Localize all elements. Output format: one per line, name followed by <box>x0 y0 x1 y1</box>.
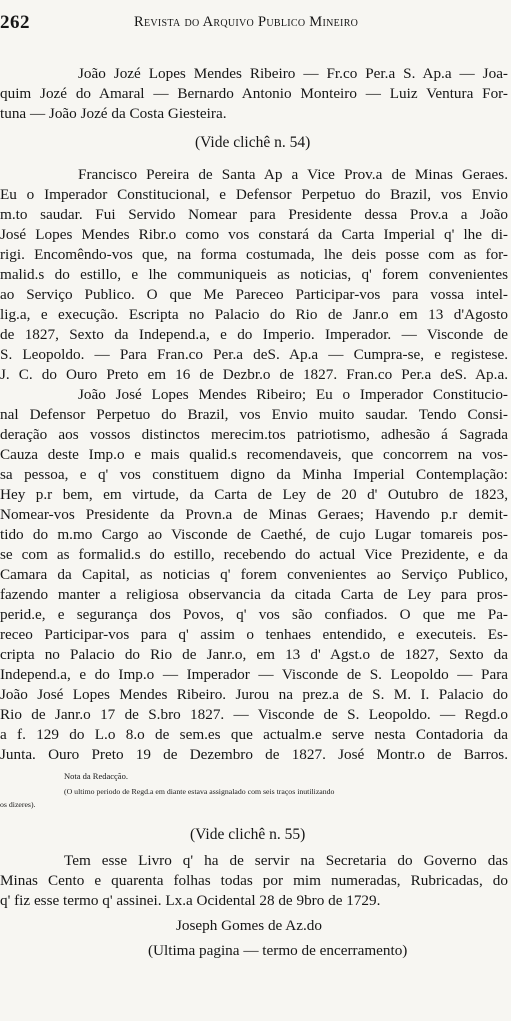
text-line: deração aos vossos distinctos merecim.tos patriotismo, adhesão á Sagrada <box>0 426 508 443</box>
text-line: Camara da Capital, as noticias q' forem convenientes ao Serviço Publico, <box>0 566 508 583</box>
text-line: perid.e, e segurança dos Povos, q' vos são confiados. O que me Pa- <box>0 606 508 623</box>
text-line: de 1827, Sexto da Independ.a, e do Imperio. Imperador. — Visconde de <box>0 326 508 343</box>
cliche-reference: (Vide clichê n. 55) <box>190 826 306 843</box>
text-line: cripta no Palacio do Rio de Janr.o, em 13 d' Agst.o de 1827, Sexto da <box>0 646 508 663</box>
text-line: a f. 129 do L.o 8.o de sem.es que actualm.e serve nesta Contadoria da <box>0 726 508 743</box>
text-line: fazendo manter a religiosa observancia da citada Carta de Ley para pros- <box>0 586 508 603</box>
note-line: os dizeres). <box>0 800 36 809</box>
text-line: malid.s do estillo, e lhe communiqueis as noticias, q' forem convenientes <box>0 266 508 283</box>
text-line: Eu o Imperador Constitucional, e Defensor Perpetuo do Brazil, vos Envio <box>0 186 508 203</box>
note-title: Nota da Redacção. <box>64 771 128 781</box>
text-line: João Jozé Lopes Mendes Ribeiro — Fr.co Per.a S. Ap.a — Joa- <box>78 65 508 82</box>
text-line: Nomear-vos Presidente da Provn.a de Minas Geraes; Havendo p.r demit- <box>0 506 508 523</box>
text-line: ao Serviço Publico. O que Me Pareceo Participar-vos para vossa intel- <box>0 286 508 303</box>
text-line: Junta. Ouro Preto 19 de Dezembro de 1827. José Montr.o de Barros. <box>0 746 508 763</box>
text-line: J. C. do Ouro Preto em 16 de Dezbr.o de 1827. Fran.co Per.a deS. Ap.a. <box>0 366 508 383</box>
text-line: Hey p.r bem, em virtude, da Carta de Ley de 20 d' Outubro de 1823, <box>0 486 508 503</box>
text-line: João José Lopes Mendes Ribeiro. Jurou na prez.a de S. M. I. Palacio do <box>0 686 508 703</box>
text-line: Minas Cento e quarenta folhas todas por mim numeradas, Rubricadas, do <box>0 872 508 889</box>
closing-note: (Ultima pagina — termo de encerramento) <box>148 942 408 959</box>
text-line: Independ.a, e do Imp.o — Imperador — Visconde de S. Leopoldo — Para <box>0 666 508 683</box>
running-title: Revista do Arquivo Publico Mineiro <box>134 14 359 30</box>
page-header <box>0 12 511 34</box>
text-line: José Lopes Mendes Ribr.o como vos constará da Carta Imperial q' lhe di- <box>0 226 508 243</box>
text-line: S. Leopoldo. — Para Fran.co Per.a deS. Ap.a — Cumpra-se, e registese. <box>0 346 508 363</box>
note-line: (O ultimo periodo de Regd.a em diante estava assignalado com seis traços inutilizando <box>64 787 335 796</box>
text-line: quim Jozé do Amaral — Bernardo Antonio Monteiro — Luiz Ventura For- <box>0 85 508 102</box>
text-line: lig.a, e execução. Escripta no Palacio do Rio de Janr.o em 13 d'Agosto <box>0 306 508 323</box>
text-line: sa pessoa, e q' vos constituem digno da Minha Imperial Contemplação: <box>0 466 508 483</box>
text-line: nal Defensor Perpetuo do Brazil, vos Envio muito saudar. Tendo Consi- <box>0 406 508 423</box>
text-line: Rio de Janr.o 17 de S.bro 1827. — Visconde de S. Leopoldo. — Regd.o <box>0 706 508 723</box>
text-line: se com as formalid.s do estillo, recebendo do actual Vice Prezidente, e da <box>0 546 508 563</box>
text-line: receo Participar-vos para q' assim o tenhaes entendido, e executeis. Es- <box>0 626 508 643</box>
text-line: Cauza deste Imp.o e mais qualid.s recomendaveis, que concorrem na vos- <box>0 446 508 463</box>
text-line: tuna — João Jozé da Costa Giesteira. <box>0 105 227 122</box>
cliche-reference: (Vide clichê n. 54) <box>195 134 311 151</box>
text-line: rigi. Encomêndo-vos que, na forma costumada, lhe deis posse com as for- <box>0 246 508 263</box>
text-line: q' fiz esse termo q' assinei. Lx.a Ocidental 28 de 9bro de 1729. <box>0 892 381 909</box>
text-line: Tem esse Livro q' ha de servir na Secretaria do Governo das <box>64 852 508 869</box>
text-line: Francisco Pereira de Santa Ap a Vice Prov.a de Minas Geraes. <box>78 166 508 183</box>
text-line: tido do m.mo Cargo ao Visconde de Caethé, de cujo Lugar tomareis pos- <box>0 526 508 543</box>
page-number: 262 <box>0 12 30 33</box>
text-line: m.to saudar. Fui Servido Nomear para Presidente dessa Prov.a a João <box>0 206 508 223</box>
text-line: João José Lopes Mendes Ribeiro; Eu o Imperador Constitucio- <box>78 386 508 403</box>
signature-line: Joseph Gomes de Az.do <box>176 917 322 934</box>
